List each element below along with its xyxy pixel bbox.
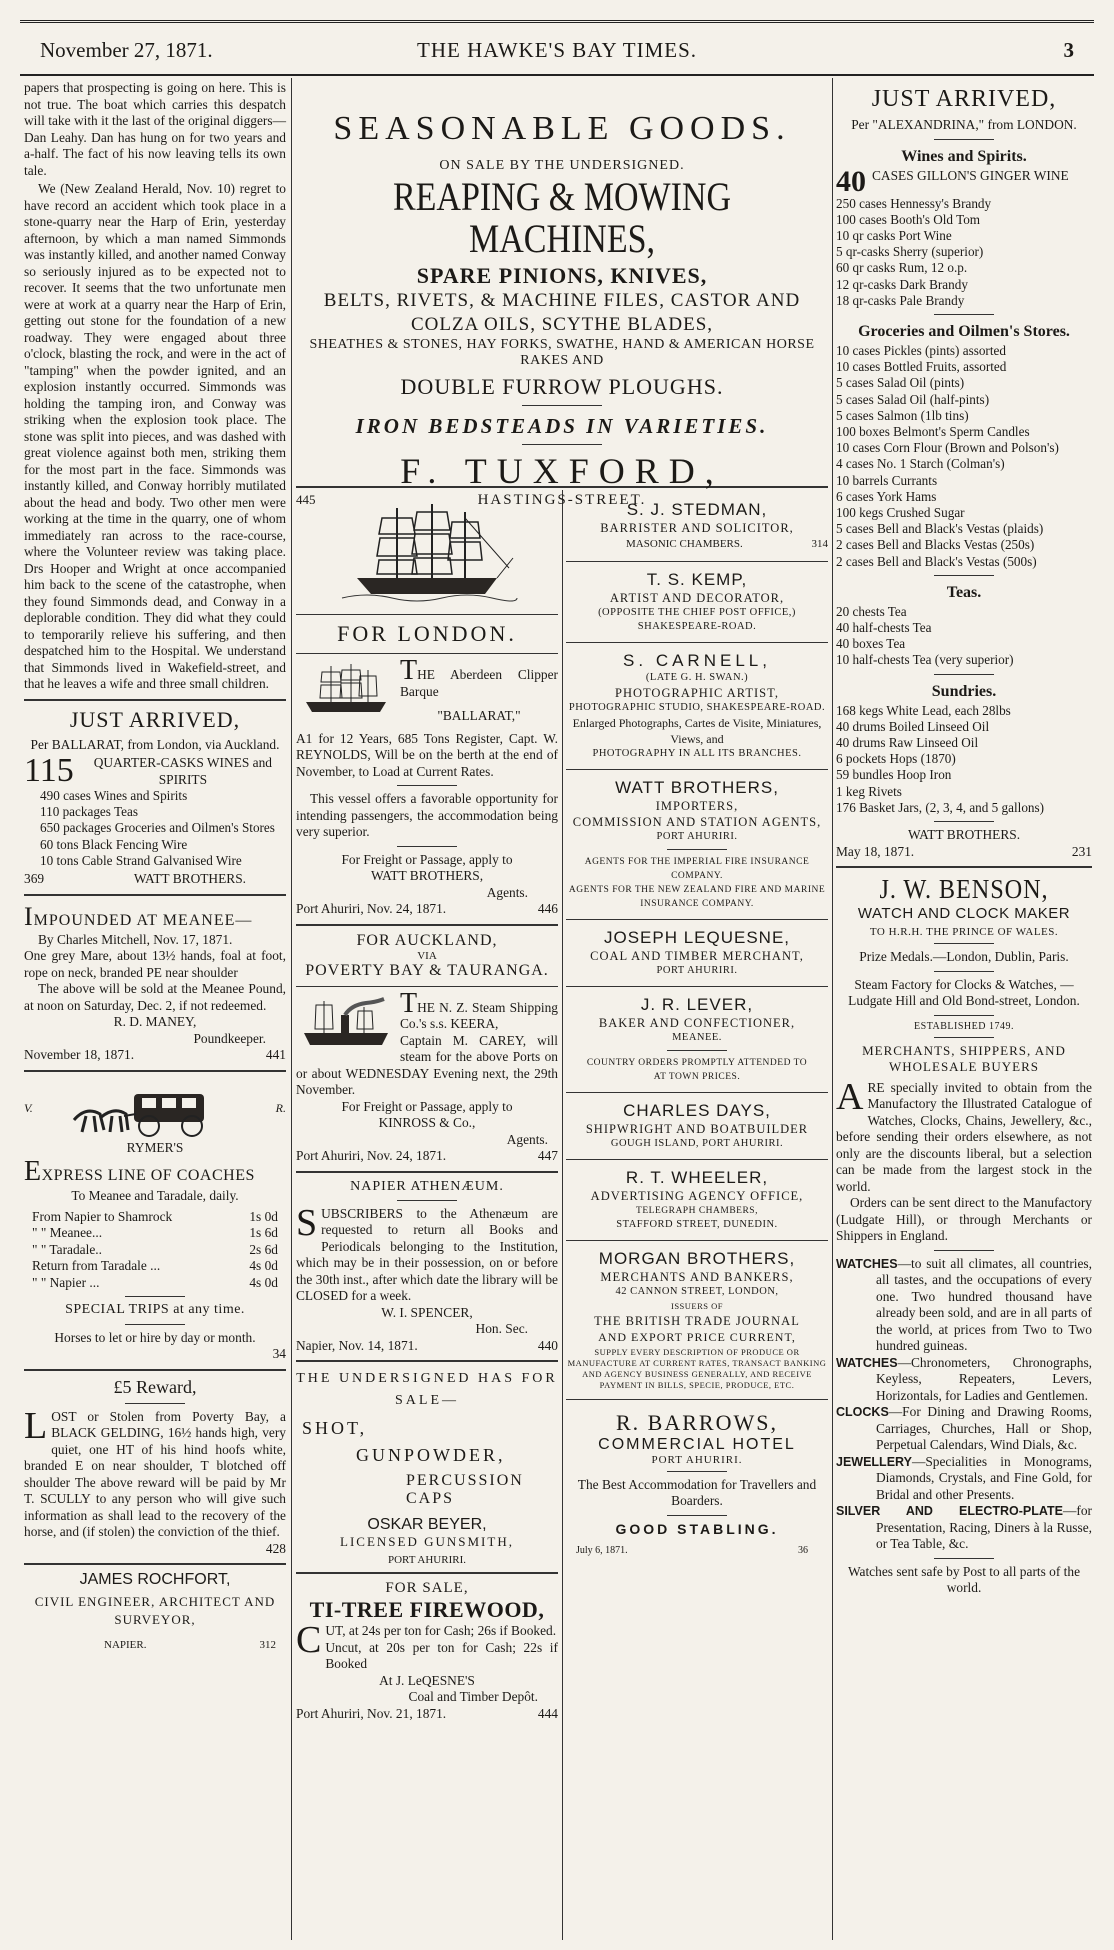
product-line: GUNPOWDER, — [356, 1445, 506, 1465]
product-text: —For Dining and Drawing Rooms, Carriages, Churches, Hall or Shop, Perpetual Calendars, Wind Dials, &c. — [876, 1404, 1092, 1452]
divider — [934, 139, 994, 140]
coach-v-mark: V. — [24, 1101, 33, 1116]
page-number: 3 — [1063, 38, 1074, 62]
divider — [24, 894, 286, 896]
list-item: 5 qr-casks Sherry (superior) — [836, 244, 984, 260]
card-name: S. CARNELL, — [623, 650, 771, 670]
card-place: NAPIER. — [104, 1639, 147, 1652]
benson-est: ESTABLISHED 1749. — [914, 1020, 1014, 1032]
card-line: ADVERTISING AGENCY OFFICE, — [590, 1188, 804, 1203]
ad-title: £5 Reward, — [113, 1376, 197, 1397]
card-line: PHOTOGRAPHIC STUDIO, SHAKESPEARE-ROAD. — [568, 701, 826, 713]
divider — [522, 405, 602, 406]
business-card — [566, 1093, 828, 1160]
column-divider — [562, 490, 563, 1940]
column-divider — [832, 78, 833, 1940]
list-item: 1 keg Rivets — [836, 783, 902, 799]
masthead — [40, 38, 1074, 68]
agent-name: KINROSS & Co., — [378, 1115, 476, 1130]
divider — [934, 1037, 994, 1038]
card-line: COUNTRY ORDERS PROMPTLY ATTENDED TO — [586, 1057, 808, 1068]
ad-via: VIA — [417, 949, 437, 962]
divider — [296, 1572, 558, 1574]
card-line: AND EXPORT PRICE CURRENT, — [598, 1329, 796, 1344]
list-item: 168 kegs White Lead, each 28lbs — [836, 702, 1011, 718]
divider — [934, 575, 994, 576]
section-heading: Teas. — [946, 583, 982, 601]
business-card — [566, 987, 828, 1093]
divider — [934, 943, 994, 944]
divider — [836, 866, 1092, 868]
product-text: —to suit all climates, all countries, all tastes, and the occupations of every one. Two hundred thousand have already been sold, and are in all parts of the world, at prices from Two to Two hundred guineas. — [876, 1255, 1092, 1353]
list-item: 40 half-chests Tea — [836, 619, 932, 635]
card-line: ARTIST AND DECORATOR, — [609, 590, 785, 605]
belts-line: BELTS, RIVETS, & MACHINE FILES, CASTOR AND COLZA OILS, SCYTHE BLADES, — [323, 290, 801, 335]
card-name: T. S. KEMP, — [646, 569, 748, 589]
card-name: S. J. STEDMAN, — [626, 500, 768, 519]
section-heading: Sundries. — [931, 682, 997, 700]
card-line: PHOTOGRAPHY IN ALL ITS BRANCHES. — [592, 747, 802, 759]
card-line: SUPPLY EVERY DESCRIPTION OF PRODUCE OR MANUFACTURE AT CURRENT RATES, TRANSACT BANKING AND AGENCY BUSINESS GENERALLY, AND RECEIVE PAYMENT IN BILLS, SPECIE, PRODUCE, ETC. — [567, 1346, 827, 1390]
ad-title: XPRESS LINE OF COACHES — [41, 1167, 255, 1185]
list-item: 6 cases York Hams — [836, 488, 937, 504]
ad-ref: 314 — [811, 538, 828, 550]
iron-line: IRON BEDSTEADS IN VARIETIES. — [355, 414, 769, 438]
divider — [24, 1369, 286, 1371]
card-line: BARRISTER AND SOLICITOR, — [600, 521, 794, 535]
card-name: WATT BROTHERS, — [615, 777, 779, 797]
section-heading: Wines and Spirits. — [901, 147, 1027, 165]
ad-ref: 440 — [537, 1337, 558, 1353]
ad-ref: 447 — [537, 1148, 558, 1163]
benson-prize: Prize Medals.—London, Dublin, Paris. — [859, 949, 1069, 964]
ad-text: At J. LeQESNE'S — [379, 1672, 475, 1688]
ad-ref: 441 — [265, 1047, 286, 1063]
ad-lead-number: 40 — [836, 164, 866, 198]
list-item: 100 kegs Crushed Sugar — [836, 504, 965, 520]
fare-route: " " Taradale.. — [32, 1241, 102, 1257]
business-card — [566, 1241, 828, 1400]
ad-text: Uncut, at 20s per ton for Cash; 22s if Booked — [325, 1639, 558, 1671]
ad-signature: R. D. MANEY, — [113, 1014, 197, 1030]
business-card — [566, 643, 828, 770]
ad-text: Coal and Timber Depôt. — [408, 1689, 538, 1704]
card-line: MEANEE. — [672, 1031, 722, 1043]
card-line: GOUGH ISLAND, PORT AHURIRI. — [610, 1137, 784, 1149]
benson-trade: WATCH AND CLOCK MAKER — [857, 905, 1071, 922]
divider — [934, 1250, 994, 1251]
hotel-place: PORT AHURIRI. — [651, 1453, 743, 1466]
card-line: PHOTOGRAPHIC ARTIST, — [615, 685, 779, 700]
business-card — [566, 770, 828, 920]
barrows-ad — [566, 1400, 828, 1560]
ad-ref: 312 — [259, 1639, 276, 1652]
list-item: 40 drums Raw Linseed Oil — [836, 734, 979, 750]
ad-ref: 428 — [265, 1540, 286, 1556]
ad-text: One grey Mare, about 13½ hands, foal at foot, rope on neck, branded PE near shoulder — [24, 948, 286, 980]
ad-subtitle: Per BALLARAT, from London, via Auckland. — [30, 736, 280, 752]
horses-to-let: Horses to let or hire by day or month. — [54, 1329, 256, 1345]
drop-cap: A — [836, 1075, 864, 1118]
ad-lead-text: QUARTER-CASKS WINES and SPIRITS — [93, 755, 272, 787]
divider — [125, 1296, 185, 1297]
coach-name: RYMER'S — [126, 1139, 184, 1155]
product-text: —Specialities in Monograms, Diamonds, Crystals, and Fine Gold, for Bridal and other Presents. — [876, 1453, 1092, 1502]
list-item: 650 packages Groceries and Oilmen's Stores — [40, 820, 275, 836]
fare-price: 4s 0d — [249, 1258, 278, 1274]
drop-cap: T — [400, 987, 418, 1019]
ad-title: THE UNDERSIGNED HAS FOR SALE— — [296, 1371, 558, 1408]
card-line: SHAKESPEARE-ROAD. — [637, 620, 757, 632]
hotel-name: COMMERCIAL HOTEL — [598, 1435, 796, 1453]
reward-ad — [24, 1377, 286, 1558]
card-name: J. R. LEVER, — [640, 994, 754, 1014]
hotel-owner: R. BARROWS, — [616, 1409, 778, 1435]
list-item: 40 boxes Tea — [836, 636, 906, 652]
ad-lead-number: 115 — [24, 752, 74, 789]
spare-line: SPARE PINIONS, KNIVES, — [416, 263, 708, 288]
issue-date: November 27, 1871. — [40, 38, 213, 62]
drop-cap: L — [24, 1404, 48, 1447]
section-heading: Groceries and Oilmen's Stores. — [858, 322, 1070, 340]
card-line: MASONIC CHAMBERS. — [626, 538, 743, 550]
ad-text: HE N. Z. Steam Shipping Co.'s s.s. KEERA, — [400, 999, 558, 1031]
list-item: 20 chests Tea — [836, 603, 907, 619]
ad-title: NAPIER ATHENÆUM. — [350, 1178, 504, 1194]
list-item: 100 cases Booth's Old Tom — [836, 211, 981, 227]
divider — [934, 314, 994, 315]
list-item: 10 cases Bottled Fruits, assorted — [836, 359, 1007, 375]
product-text: —Chronometers, Chronographs, Keyless, Repeaters, Levers, Horizontals, for Ladies and Gentlemen. — [876, 1354, 1092, 1403]
drop-cap: S — [296, 1201, 318, 1244]
gunsmith-role: LICENSED GUNSMITH, — [340, 1534, 514, 1549]
card-line: PORT AHURIRI. — [656, 964, 738, 976]
list-item: 4 cases No. 1 Starch (Colman's) — [836, 456, 1005, 472]
ad-title: SEASONABLE GOODS. — [333, 110, 791, 147]
list-item: 60 tons Black Fencing Wire — [40, 836, 188, 852]
column-1 — [24, 80, 286, 1940]
masthead-rule — [20, 74, 1094, 76]
column-2a — [296, 492, 558, 1942]
list-item: 10 half-chests Tea (very superior) — [836, 652, 1014, 668]
card-line: TELEGRAPH CHAMBERS, — [636, 1205, 758, 1216]
ad-role: Hon. Sec. — [475, 1321, 528, 1336]
ad-signature: W. I. SPENCER, — [381, 1304, 473, 1320]
list-item: 5 cases Salad Oil (pints) — [836, 375, 965, 391]
divider — [296, 1360, 558, 1362]
ad-ref: 445 — [296, 492, 316, 507]
list-item: 110 packages Teas — [40, 804, 138, 820]
card-name: JAMES ROCHFORT, — [79, 1571, 231, 1589]
steamship-icon — [296, 993, 396, 1051]
list-item: 12 qr-casks Dark Brandy — [836, 276, 968, 292]
column-divider — [291, 78, 292, 1940]
ship-illustration — [337, 498, 517, 608]
benson-ad — [836, 874, 1092, 1597]
card-line: (LATE G. H. SWAN.) — [645, 671, 749, 683]
ad-subtitle: Per "ALEXANDRINA," from LONDON. — [851, 117, 1077, 132]
divider — [296, 653, 558, 654]
sheathes-line: SHEATHES & STONES, HAY FORKS, SWATHE, HAND & AMERICAN HORSE RAKES AND — [309, 337, 815, 368]
column-4 — [836, 80, 1092, 1940]
gunsmith-place: PORT AHURIRI. — [388, 1554, 466, 1566]
list-item: 176 Basket Jars, (2, 3, 4, and 5 gallons) — [836, 799, 1045, 815]
benson-royal: TO H.R.H. THE PRINCE OF WALES. — [869, 926, 1059, 938]
ad-signature: WATT BROTHERS. — [907, 827, 1021, 842]
agent-role: Agents. — [486, 884, 528, 900]
ad-title: TI-TREE FIREWOOD, — [309, 1597, 545, 1622]
ad-ref: 444 — [537, 1705, 558, 1721]
card-line: MERCHANTS AND BANKERS, — [600, 1269, 794, 1284]
newspaper-title: THE HAWKE'S BAY TIMES. — [417, 38, 697, 62]
ad-text: RE specially invited to obtain from the Manufactory the Illustrated Catalogue of Watches, Clocks, Chains, Jewellery, &c., before sending their orders elsewhere, as not only are the discounts liberal, but a selection can be made from the largest stock in the world. — [836, 1079, 1092, 1194]
divider — [296, 614, 558, 615]
ship-icon — [296, 660, 396, 718]
card-name: R. T. WHEELER, — [625, 1167, 769, 1187]
divider — [934, 1558, 994, 1559]
ad-role: Poundkeeper. — [193, 1030, 266, 1046]
ad-date: Port Ahuriri, Nov. 21, 1871. — [296, 1705, 447, 1721]
ad-date: Port Ahuriri, Nov. 24, 1871. — [296, 1148, 447, 1163]
ad-title: J. W. BENSON, — [879, 874, 1049, 904]
ad-text: For Freight or Passage, apply to — [341, 1098, 513, 1114]
benson-merchants: MERCHANTS, SHIPPERS, AND WHOLESALE BUYERS — [862, 1042, 1066, 1074]
divider — [667, 849, 727, 850]
product-label: CLOCKS — [836, 1405, 889, 1419]
benson-steam: Steam Factory for Clocks & Watches, —Ludgate Hill and Old Bond-street, London. — [848, 976, 1080, 1008]
ad-subtitle: ON SALE BY THE UNDERSIGNED. — [439, 158, 685, 173]
list-item: 490 cases Wines and Spirits — [40, 788, 188, 803]
divider — [296, 986, 558, 987]
ad-date: Port Ahuriri, Nov. 24, 1871. — [296, 901, 447, 916]
just-arrived-ad — [24, 707, 286, 888]
card-line: PORT AHURIRI. — [656, 830, 738, 842]
list-item: 100 boxes Belmont's Sperm Candles — [836, 423, 1030, 439]
list-item: 10 cases Corn Flour (Brown and Polson's) — [836, 440, 1059, 456]
ad-ref: 34 — [272, 1346, 286, 1362]
fare-route: " " Napier ... — [32, 1274, 100, 1290]
ad-title: JUST ARRIVED, — [871, 86, 1057, 112]
special-trips: SPECIAL TRIPS at any time. — [65, 1302, 245, 1318]
list-item: 2 cases Bell and Black's Vestas (500s) — [836, 553, 1037, 569]
divider — [397, 1200, 457, 1201]
ad-subtitle: To Meanee and Taradale, daily. — [71, 1188, 239, 1204]
ad-text: A1 for 12 Years, 685 Tons Register, Capt. W. REYNOLDS, Will be on the berth at the end of November, to Load at Current Rates. — [296, 730, 558, 779]
hotel-accommodation: The Best Accommodation for Travellers and Boarders. — [577, 1476, 817, 1508]
divider — [667, 1515, 727, 1516]
card-line: Enlarged Photographs, Cartes de Visite, Miniatures, Views, and — [572, 715, 822, 746]
card-line: STAFFORD STREET, DUNEDIN. — [616, 1218, 778, 1230]
divider — [667, 1050, 727, 1051]
divider — [934, 674, 994, 675]
divider — [397, 785, 457, 786]
ad-text: UBSCRIBERS to the Athenæum are requested to return all Books and Periodicals belonging to the Institution, which may be in their possession, on or before the 30th inst., after which date the library will be CLOSED for a week. — [296, 1205, 558, 1303]
merchant-name: F. TUXFORD, — [400, 451, 724, 491]
card-name: CHARLES DAYS, — [623, 1100, 771, 1120]
ad-text: Orders can be sent direct to the Manufactory (Ludgate Hill), or through Merchants or Shippers in England. — [836, 1195, 1092, 1243]
divider — [397, 846, 457, 847]
fare-price: 4s 0d — [249, 1274, 278, 1290]
ad-text: Captain M. CAREY, will steam for the above Ports on or about WEDNESDAY Evening next, the 29th November. — [296, 1032, 558, 1097]
card-line: BAKER AND CONFECTIONER, — [598, 1015, 796, 1030]
business-card — [566, 1160, 828, 1241]
ad-title: FOR AUCKLAND, — [356, 931, 498, 949]
ad-text: For Freight or Passage, apply to — [341, 851, 513, 867]
drop-cap: T — [400, 655, 418, 686]
product-line: SHOT, — [302, 1418, 368, 1438]
coach-r-mark: R. — [275, 1101, 286, 1116]
list-item: 2 cases Bell and Blacks Vestas (250s) — [836, 537, 1035, 553]
impounded-ad — [24, 902, 286, 1064]
list-item: 10 qr casks Port Wine — [836, 227, 952, 243]
card-line: AGENTS FOR THE IMPERIAL FIRE INSURANCE COMPANY. — [584, 856, 810, 881]
fare-route: " " Meanee... — [32, 1225, 103, 1241]
ad-ref: 36 — [798, 1544, 808, 1556]
product-label: WATCHES — [836, 1355, 898, 1370]
ad-ref: 369 — [24, 871, 45, 887]
benson-post: Watches sent safe by Post to all parts of the world. — [847, 1563, 1081, 1595]
card-line: AGENTS FOR THE NEW ZEALAND FIRE AND MARINE INSURANCE COMPANY. — [568, 884, 826, 909]
fare-price: 1s 0d — [249, 1208, 278, 1224]
list-item: 250 cases Hennessy's Brandy — [836, 195, 992, 211]
ploughs-line: DOUBLE FURROW PLOUGHS. — [400, 374, 724, 399]
product-label: WATCHES — [836, 1256, 898, 1271]
card-line: (OPPOSITE THE CHIEF POST OFFICE,) — [598, 606, 796, 618]
reaping-line: REAPING & MOWING MACHINES, — [392, 174, 732, 261]
merchant-street: HASTINGS-STREET. — [477, 492, 647, 508]
ad-lead-item — [24, 752, 286, 789]
ad-title: JUST ARRIVED, — [69, 706, 241, 732]
ship-name: "BALLARAT," — [437, 708, 521, 723]
column-2b — [566, 492, 828, 1942]
list-item: 18 qr-casks Pale Brandy — [836, 292, 965, 308]
card-line: IMPORTERS, — [655, 798, 739, 813]
list-item: 6 pockets Hops (1870) — [836, 751, 956, 767]
card-line: COAL AND TIMBER MERCHANT, — [590, 948, 804, 963]
card-line: ISSUERS OF — [670, 1300, 723, 1311]
ad-date: July 6, 1871. — [576, 1544, 628, 1556]
ad-date: May 18, 1871. — [836, 843, 915, 859]
gunsmith-name: OSKAR BEYER, — [367, 1516, 487, 1533]
ad-ref: 446 — [537, 901, 558, 916]
ad-title: FOR LONDON. — [337, 621, 517, 646]
product-line: PERCUSSION CAPS — [406, 1472, 524, 1507]
agent-role: Agents. — [506, 1131, 548, 1147]
fare-price: 1s 6d — [249, 1225, 278, 1241]
divider — [296, 924, 558, 926]
coach-illustration — [64, 1080, 244, 1138]
ad-subtitle: FOR SALE, — [385, 1580, 469, 1596]
ad-title: MPOUNDED AT MEANEE— — [33, 911, 253, 929]
ad-text: OST or Stolen from Poverty Bay, a BLACK GELDING, 16½ hands high, very quiet, one HT of his hind hoofs white, branded E on near shoulder, T blotched off shoulder The above reward will be paid by Mr T. SCULLY to any person who will give such information as shall lead to the recovery of the horse, and (if stolen) the conviction of the thief. — [24, 1408, 286, 1540]
divider — [934, 821, 994, 822]
divider — [24, 1070, 286, 1072]
card-line: 42 CANNON STREET, LONDON, — [615, 1285, 779, 1297]
divider — [296, 1171, 558, 1173]
drop-cap: C — [296, 1619, 322, 1661]
divider — [125, 1324, 185, 1325]
ad-signature: WATT BROTHERS. — [133, 871, 246, 887]
card-line: COMMISSION AND STATION AGENTS, — [572, 814, 822, 829]
list-item: 59 bundles Hoop Iron — [836, 767, 952, 783]
card-line: SHIPWRIGHT AND BOATBUILDER — [585, 1121, 809, 1136]
card-name: JOSEPH LEQUESNE, — [603, 927, 791, 947]
drop-cap: I — [24, 901, 34, 931]
ad-date: Napier, Nov. 14, 1871. — [296, 1337, 418, 1353]
card-role: CIVIL ENGINEER, ARCHITECT AND SURVEYOR, — [34, 1594, 276, 1628]
ad-text: The above will be sold at the Meanee Pound, at noon on Saturday, Dec. 2, if not redeemed. — [24, 981, 286, 1013]
fare-route: From Napier to Shamrock — [32, 1208, 173, 1224]
ad-text: UT, at 24s per ton for Cash; 26s if Booked. — [325, 1623, 557, 1638]
list-item: 5 cases Salad Oil (half-pints) — [836, 391, 990, 407]
article-paragraph: papers that prospecting is going on here. This is not true. The boat which carries this despatch will take with it the last of the original diggers—Dan Leahy. Dan has hung on for two years and a-half. The fact of his now leaving tells its own tale. — [24, 80, 286, 178]
ad-text: HE Aberdeen Clipper Barque — [400, 667, 558, 699]
seasonable-goods-ad — [296, 80, 828, 508]
ad-ref: 231 — [1071, 843, 1092, 859]
divider — [667, 1471, 727, 1472]
list-item: 40 drums Boiled Linseed Oil — [836, 718, 990, 734]
divider — [24, 1563, 286, 1565]
divider — [125, 1403, 185, 1404]
list-item: 60 qr casks Rum, 12 o.p. — [836, 260, 968, 276]
product-text: —for Presentation, Racing, Diners à la Russe, or Tea Table, &c. — [876, 1503, 1092, 1551]
divider — [24, 699, 286, 701]
divider — [522, 444, 602, 445]
divider — [934, 1015, 994, 1016]
list-item: 10 cases Pickles (pints) assorted — [836, 342, 1006, 358]
rochfort-card — [24, 1571, 286, 1654]
hotel-stabling: GOOD STABLING. — [615, 1520, 779, 1537]
divider — [934, 971, 994, 972]
card-name: MORGAN BROTHERS, — [598, 1248, 796, 1268]
fare-table — [24, 1205, 286, 1292]
ad-lead-text: CASES GILLON'S GINGER WINE — [872, 167, 1069, 183]
list-item: 10 tons Cable Strand Galvanised Wire — [40, 852, 242, 868]
list-item: 10 barrels Currants — [836, 472, 938, 488]
business-card — [566, 920, 828, 987]
product-label: JEWELLERY — [836, 1454, 912, 1469]
fare-price: 2s 6d — [249, 1241, 278, 1257]
ad-text: This vessel offers a favorable opportunity for intending passengers, the accommodation being very superior. — [296, 791, 558, 839]
list-item: 5 cases Salmon (1lb tins) — [836, 407, 969, 423]
ad-text: By Charles Mitchell, Nov. 17, 1871. — [38, 931, 233, 947]
agent-name: WATT BROTHERS, — [370, 868, 484, 883]
article-paragraph: We (New Zealand Herald, Nov. 10) regret to have record an accident which took place in a stone-quarry near the Harp of Erin, yesterday afternoon, by which a man named Simmonds was instantly killed, and another named Conway so seriously injured as to be expected not to recover. It seems that the two unfortunate men were at work at a quarry near the Harp of Erin, getting out stone for the foundation of a new roadway. They were engaged about three o'clock, blasting the rock, and were in the act of "tamping" when the powder ignited, and an explosion instantly occurred. Simmonds was holding the tamping iron, and Conway was striking when the explosion took place. The stone was split into pieces, and was dashed with great violence against both men, striking them for the most part in the face. Simmonds was instantly killed, and Conway horribly mutilated about the head and body. Two other men were working at the time in the quarry, one of whom immediately ran across to the race-course, where the Volunteer review was taking place. Drs Hooper and Wright at once accompanied him back to the scene of the catastrophe, when they found Simmonds dead, and Conway in a deplorable condition. They did what they could to temporarily relieve his suffering, and then despatched him to the Hospital. We understand that Simmonds lived in Wakefield-street, and that he leaves a wife and three small children. — [24, 181, 286, 691]
top-rule — [20, 20, 1094, 26]
ad-date: November 18, 1871. — [24, 1047, 135, 1063]
card-line: AT TOWN PRICES. — [653, 1071, 741, 1082]
business-card — [566, 562, 828, 643]
list-item: 5 cases Bell and Black's Vestas (plaids) — [836, 521, 1044, 537]
fare-route: Return from Taradale ... — [32, 1258, 161, 1274]
product-label: SILVER AND ELECTRO-PLATE — [836, 1504, 1063, 1518]
business-card — [566, 492, 828, 562]
card-line: THE BRITISH TRADE JOURNAL — [594, 1313, 800, 1328]
ad-route: POVERTY BAY & TAURANGA. — [305, 961, 549, 979]
coach-ad — [24, 1078, 286, 1363]
drop-cap: E — [24, 1156, 42, 1188]
